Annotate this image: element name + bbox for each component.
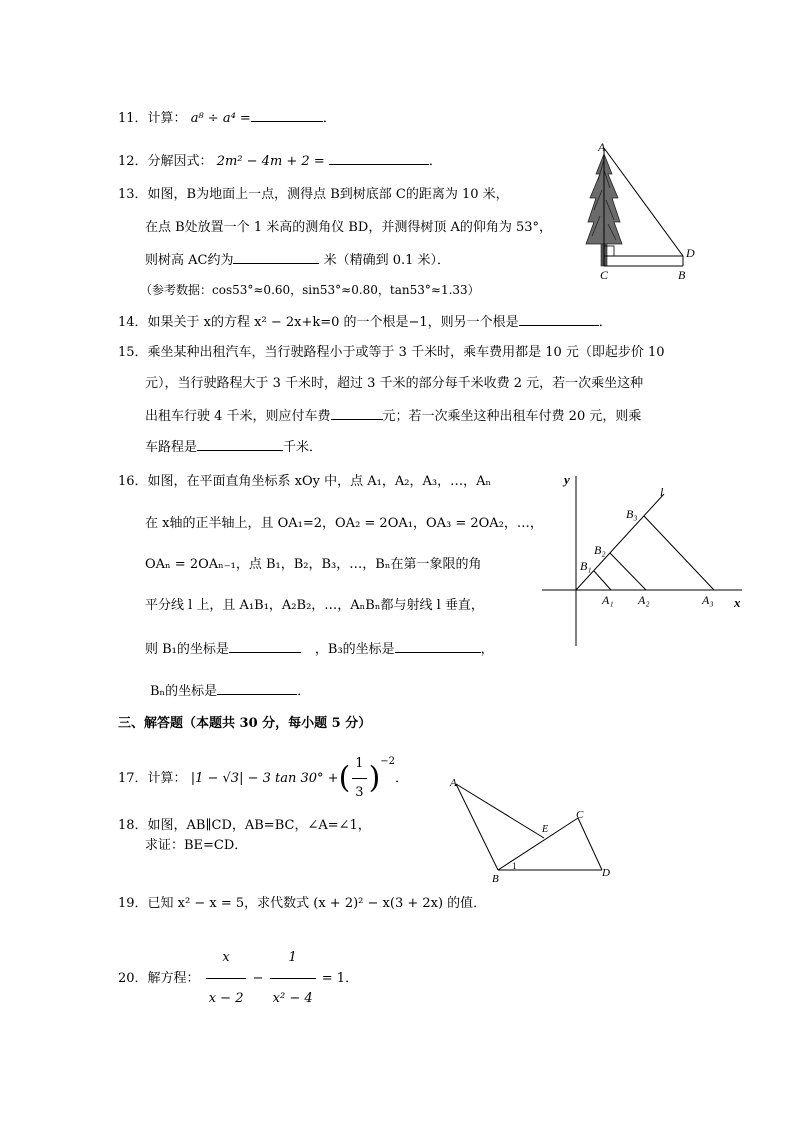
- formula: 2m² − 4m + 2 =: [216, 154, 325, 169]
- segment-a1b1: [594, 571, 611, 590]
- question-number: 20．: [118, 971, 148, 986]
- question-text: 求证：BE=CD．: [145, 838, 248, 853]
- question-text: ，: [480, 642, 494, 657]
- question-15-line-3: [145, 407, 641, 425]
- question-text: 在点 B处放置一个 1 米高的测角仪 BD，并测得树顶 A的仰角为 53°，: [145, 220, 553, 235]
- label-b3: B₃: [626, 507, 638, 521]
- question-text: 如图，在平面直角坐标系 xOy 中，点 A₁，A₂，A₃，…，Aₙ: [147, 474, 492, 489]
- question-number: 14．: [118, 315, 148, 330]
- label-y: y: [564, 472, 570, 487]
- question-text: 解方程：: [147, 971, 200, 986]
- question-16-line-2: [145, 516, 543, 532]
- question-text: 则树高 AC约为: [145, 253, 234, 268]
- answer-blank[interactable]: [197, 438, 283, 451]
- question-text: 计算：: [147, 771, 187, 786]
- question-number: 15．: [118, 345, 148, 360]
- question-text: 米（精确到 0.1 米）．: [323, 253, 451, 268]
- question-text: 则 B₁的坐标是: [145, 642, 229, 657]
- question-number: 18．: [118, 818, 148, 833]
- question-text: 千米．: [283, 440, 323, 455]
- question-13-reference: [140, 282, 480, 298]
- label-b1: B₁: [580, 559, 592, 573]
- label-a3: A₃: [702, 593, 714, 607]
- question-text: Bₙ的坐标是: [150, 684, 218, 699]
- label-a1: A₁: [602, 593, 614, 607]
- label-a: A: [450, 777, 457, 789]
- numerator: 1: [352, 750, 366, 779]
- question-text: 分解因式：: [147, 154, 213, 169]
- period: ．: [322, 111, 336, 126]
- fraction-1-over-x2-minus-4: [270, 938, 316, 1019]
- label-b2: B₂: [594, 543, 606, 557]
- answer-blank-bn[interactable]: [217, 682, 297, 695]
- question-18-line-2: [145, 838, 247, 854]
- question-text: 已知 x² − x = 5，求代数式 (x + 2)² − x(3 + 2x) 的值．: [147, 896, 487, 911]
- answer-blank[interactable]: [331, 407, 383, 420]
- label-c: C: [600, 268, 609, 280]
- numerator: x: [206, 938, 247, 979]
- triangle-figure: [440, 770, 620, 890]
- exponent: −2: [380, 756, 396, 767]
- question-13-line-3: [145, 251, 450, 269]
- question-number: 19．: [118, 896, 148, 911]
- label-b: B: [492, 873, 499, 885]
- ray-l: [576, 494, 664, 590]
- label-b: B: [678, 268, 686, 280]
- paren-open: (: [338, 760, 351, 796]
- question-16-line-5: [145, 640, 494, 658]
- question-16-line-6: [150, 682, 310, 700]
- numerator: 1: [270, 938, 316, 979]
- question-16-line-1: [118, 474, 491, 490]
- question-text: OAₙ = 2OAₙ₋₁，点 B₁，B₂，B₃，…，Bₙ在第一象限的角: [145, 557, 482, 572]
- period: ．: [428, 154, 442, 169]
- question-text: 如图，AB∥CD，AB=BC，∠A=∠1，: [147, 818, 371, 833]
- question-number: 11．: [118, 111, 148, 126]
- label-x: x: [734, 595, 741, 610]
- question-text: 在 x轴的正半轴上，且 OA₁=2，OA₂ = 2OA₁，OA₃ = 2OA₂，…，: [145, 516, 543, 531]
- section-title: 三、解答题（本题共 30 分，每小题 5 分）: [118, 716, 372, 731]
- answer-blank[interactable]: [233, 251, 319, 264]
- answer-blank[interactable]: [329, 152, 429, 165]
- formula: |1 − √3| − 3 tan 30° +: [190, 771, 339, 786]
- question-text: 元；若一次乘坐这种出租车付费 20 元，则乘: [382, 409, 642, 424]
- question-15-line-4: [145, 438, 322, 456]
- question-17: [118, 748, 408, 807]
- question-text: 计算：: [147, 111, 187, 126]
- question-15-line-2: [145, 376, 643, 392]
- minus-sign: −: [252, 971, 264, 986]
- question-text: 车路程是: [145, 440, 198, 455]
- question-text: 平分线 l 上，且 A₁B₁，A₂B₂，…，AₙBₙ都与射线 l 垂直，: [145, 598, 484, 613]
- question-20: [118, 938, 358, 1019]
- question-18-line-1: [118, 818, 371, 834]
- denominator: x − 2: [208, 991, 244, 1006]
- label-a: A: [598, 140, 606, 154]
- coordinate-figure: [540, 470, 760, 650]
- label-c: C: [576, 809, 584, 821]
- question-text: 出租车行驶 4 千米，则应付车费: [145, 409, 331, 424]
- answer-blank-b1[interactable]: [229, 640, 301, 653]
- question-number: 13．: [118, 187, 148, 202]
- period: ．: [297, 684, 311, 699]
- label-angle-1: 1: [512, 861, 517, 871]
- question-text: 乘坐某种出租汽车，当行驶路程小于或等于 3 千米时，乘车费用都是 10 元（即起步价 10: [147, 345, 665, 360]
- segment-a3b3: [644, 516, 714, 590]
- question-text: ，B₃的坐标是: [314, 642, 395, 657]
- equals-one: = 1．: [321, 971, 359, 986]
- label-a2: A₂: [638, 593, 650, 607]
- question-12: [118, 152, 442, 170]
- question-13-line-1: [118, 187, 509, 203]
- line-cd: [578, 818, 602, 870]
- question-number: 16．: [118, 474, 148, 489]
- answer-blank-b3[interactable]: [395, 640, 481, 653]
- fraction-x-over-x-minus-2: [206, 938, 247, 1019]
- label-d: D: [602, 867, 610, 879]
- reference-data: （参考数据：cos53°≈0.60，sin53°≈0.80，tan53°≈1.33）: [140, 283, 480, 297]
- question-19: [118, 896, 486, 912]
- denominator: 3: [355, 785, 364, 800]
- question-text: 如果关于 x的方程 x² − 2x+k=0 的一个根是−1，则另一个根是: [147, 315, 519, 330]
- denominator: x² − 4: [272, 991, 313, 1006]
- question-11: [118, 109, 336, 127]
- question-15-line-1: [118, 345, 665, 361]
- tree-angle-figure: [580, 140, 700, 280]
- answer-blank[interactable]: [519, 313, 599, 326]
- formula: a⁸ ÷ a⁴ =: [190, 111, 251, 126]
- paren-close: ): [368, 760, 381, 796]
- segment-a2b2: [610, 553, 646, 590]
- question-number: 12．: [118, 154, 148, 169]
- question-14: [118, 313, 612, 331]
- label-l: l: [660, 485, 664, 499]
- period: ．: [598, 315, 612, 330]
- section-3-heading: [118, 716, 371, 732]
- label-e: E: [542, 824, 549, 835]
- answer-blank[interactable]: [251, 109, 323, 122]
- label-d: D: [686, 246, 695, 260]
- line-bc: [498, 818, 578, 870]
- question-16-line-3: [145, 557, 481, 573]
- question-16-line-4: [145, 598, 484, 614]
- question-number: 17．: [118, 771, 148, 786]
- question-text: 如图，B为地面上一点，测得点 B到树底部 C的距离为 10 米，: [147, 187, 509, 202]
- period: ．: [395, 771, 409, 786]
- question-text: 元），当行驶路程大于 3 千米时，超过 3 千米的部分每千米收费 2 元，若一次乘坐这种: [145, 376, 644, 391]
- question-13-line-2: [145, 220, 552, 236]
- fraction-one-third: [352, 750, 366, 807]
